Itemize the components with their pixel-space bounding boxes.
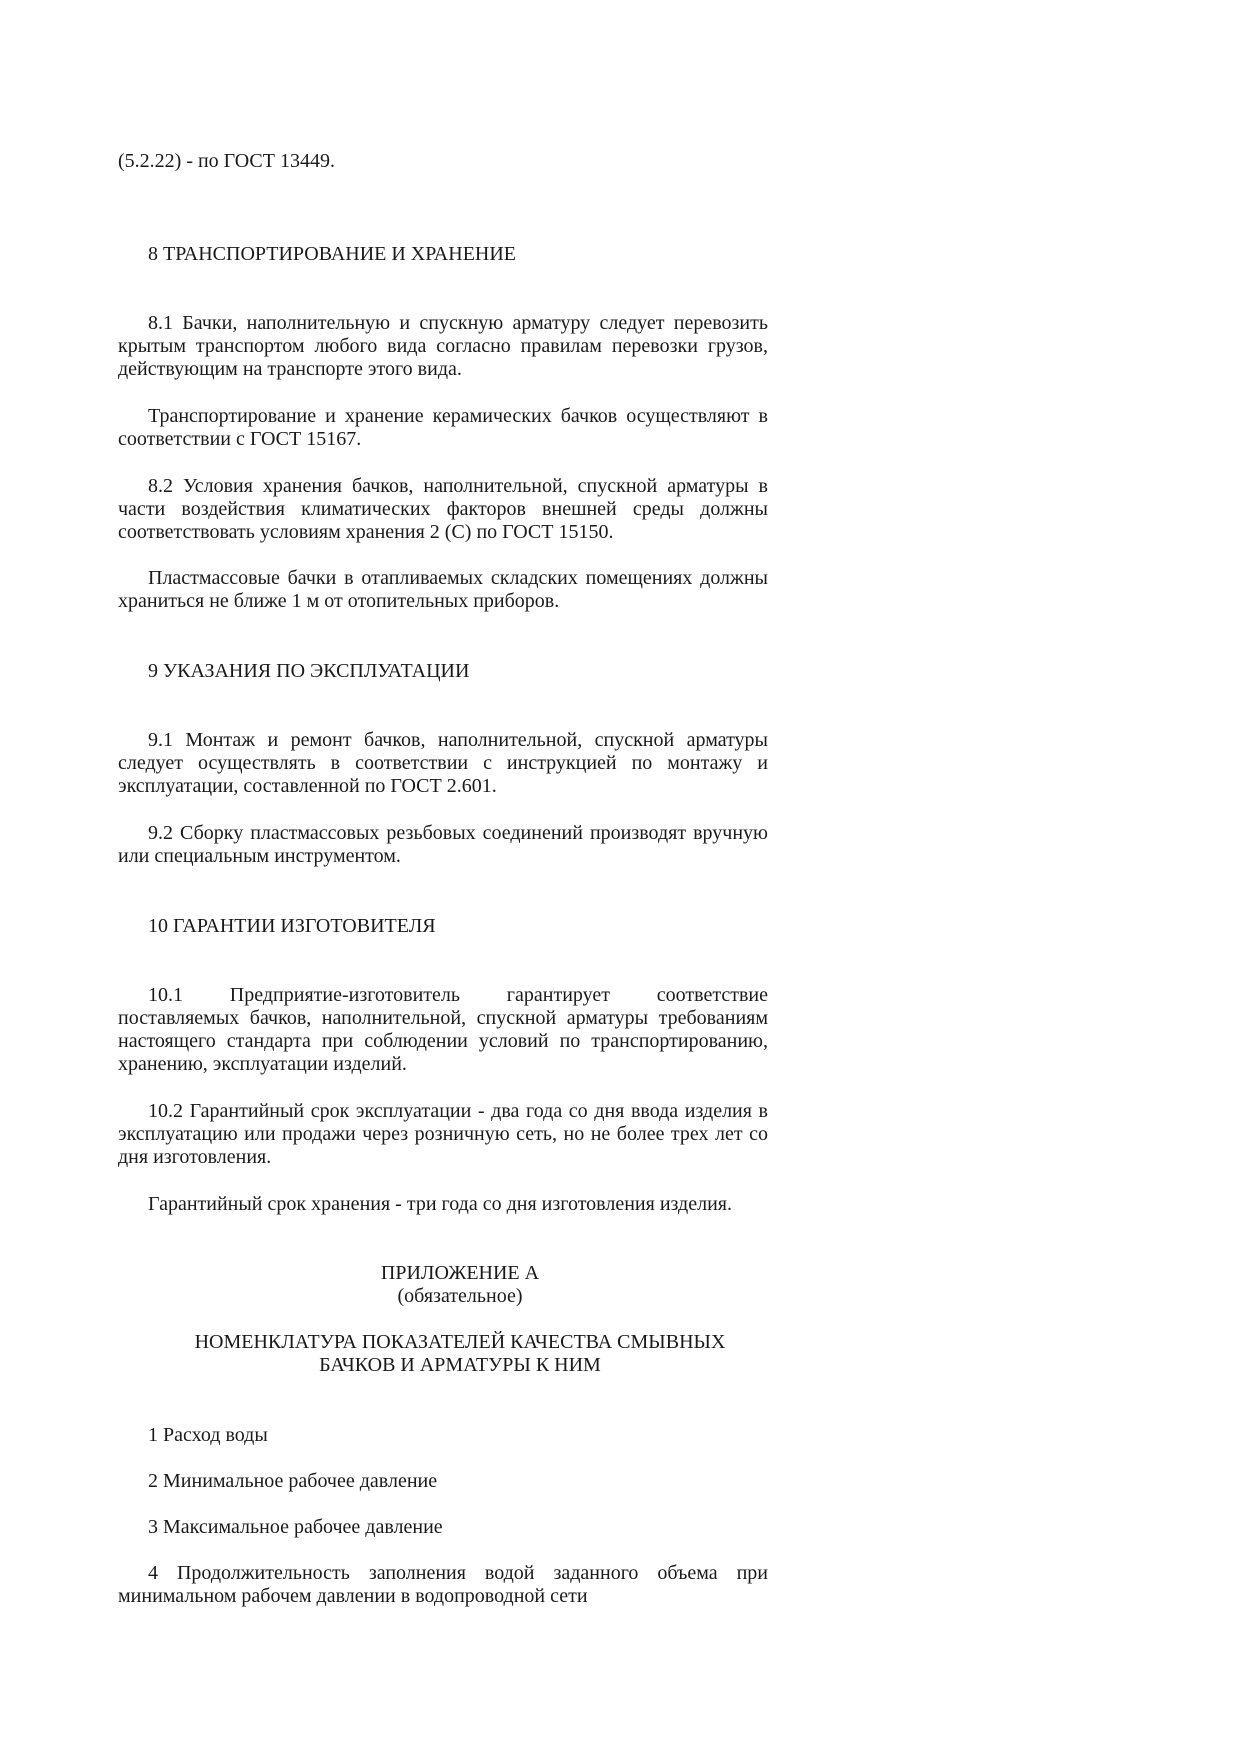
appendix-title: ПРИЛОЖЕНИЕ А (380, 1262, 540, 1284)
paragraph-9-1: 9.1 Монтаж и ремонт бачков, наполнительной, спускной арматуры следует осуществлять в соответствии с инструкцией по монтажу и эксплуатации, составленной по ГОСТ 2.601. (118, 729, 768, 797)
appendix-heading-line-1: НОМЕНКЛАТУРА ПОКАЗАТЕЛЕЙ КАЧЕСТВА СМЫВНЫХ (194, 1331, 726, 1353)
list-item: 3 Максимальное рабочее давление (148, 1516, 443, 1538)
paragraph-10-1: 10.1 Предприятие-изготовитель гарантирует соответствие поставляемых бачков, наполнительной, спускной арматуры требованиям настоящего стандарта при соблюдении условий по транспортированию, хранению, эксплуатации изделий. (118, 984, 768, 1075)
paragraph-8-1: 8.1 Бачки, наполнительную и спускную арматуру следует перевозить крытым транспортом любого вида согласно правилам перевозки грузов, действующим на транспорте этого вида. (118, 312, 768, 380)
list-item: 2 Минимальное рабочее давление (148, 1470, 438, 1492)
section-8-heading: 8 ТРАНСПОРТИРОВАНИЕ И ХРАНЕНИЕ (148, 243, 517, 265)
paragraph-8-1-b: Транспортирование и хранение керамических бачков осуществляют в соответствии с ГОСТ 15167. (118, 405, 768, 450)
section-9-heading: 9 УКАЗАНИЯ ПО ЭКСПЛУАТАЦИИ (148, 660, 470, 682)
paragraph-9-2: 9.2 Сборку пластмассовых резьбовых соединений производят вручную или специальным инструментом. (118, 822, 768, 867)
appendix-heading-line-2: БАЧКОВ И АРМАТУРЫ К НИМ (319, 1354, 601, 1376)
reference-line: (5.2.22) - по ГОСТ 13449. (118, 150, 335, 172)
appendix-subtitle: (обязательное) (397, 1285, 523, 1307)
paragraph-8-2: 8.2 Условия хранения бачков, наполнительной, спускной арматуры в части воздействия климатических факторов внешней среды должны соответствовать условиям хранения 2 (С) по ГОСТ 15150. (118, 475, 768, 543)
paragraph-8-2-b: Пластмассовые бачки в отапливаемых складских помещениях должны храниться не ближе 1 м от отопительных приборов. (118, 567, 768, 612)
list-item: 4 Продолжительность заполнения водой заданного объема при минимальном рабочем давлении в водопроводной сети (118, 1562, 768, 1607)
paragraph-10-2-b: Гарантийный срок хранения - три года со дня изготовления изделия. (148, 1193, 732, 1215)
list-item: 1 Расход воды (148, 1424, 268, 1446)
paragraph-10-2: 10.2 Гарантийный срок эксплуатации - два года со дня ввода изделия в эксплуатацию или продажи через розничную сеть, но не более трех лет со дня изготовления. (118, 1100, 768, 1168)
section-10-heading: 10 ГАРАНТИИ ИЗГОТОВИТЕЛЯ (148, 915, 436, 937)
